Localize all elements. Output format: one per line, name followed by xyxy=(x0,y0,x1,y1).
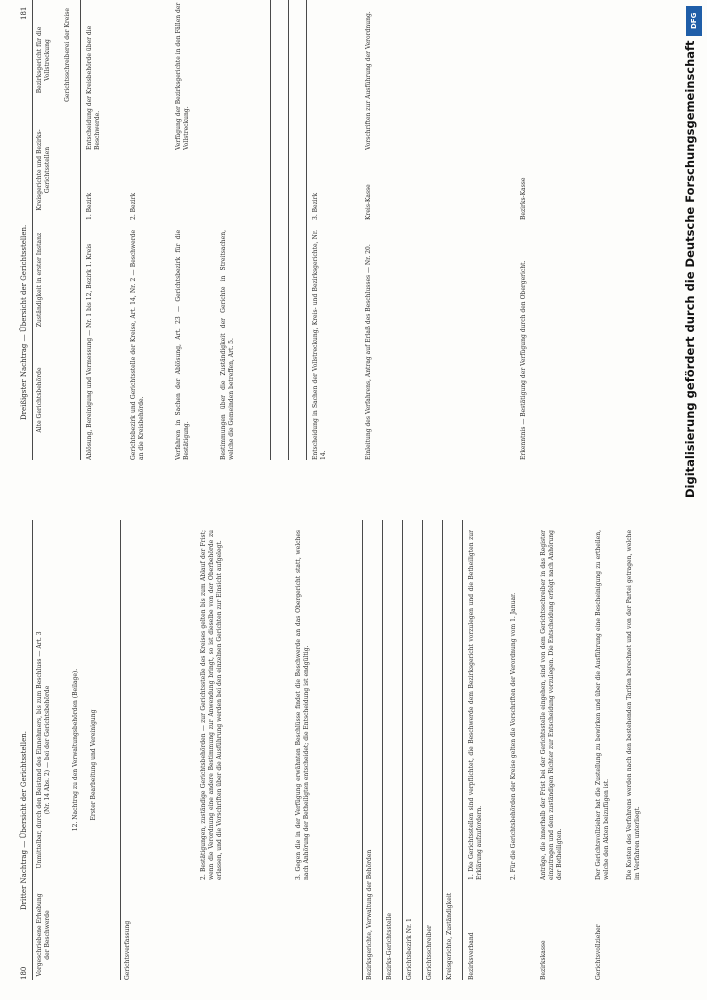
entry-text: Gerichtsbezirk und Gerichtsstelle der Kreise, Art. 14, Nr. 2 — Beschwerde an die Kreisbehörde. xyxy=(130,230,146,460)
column-head: Gerichtsschreiberei der Kreise xyxy=(64,8,71,102)
dfg-sidebar xyxy=(681,0,707,1000)
dfg-watermark-text: Digitalisierung gefördert durch die Deutsche Forschungsgemeinschaft xyxy=(683,40,697,498)
row-label: Bezirksverband xyxy=(468,932,475,980)
entry-text: Erkenntnis — Bestätigung der Verfügung durch den Obergericht. xyxy=(520,260,527,460)
paragraph-text: Der Gerichtsvollzieher hat die Zustellung zu bewirken und über die Ausführung eine Bescheinigung zu ertheilen, welche den Akten beizufügen ist. xyxy=(595,530,611,880)
entry xyxy=(86,230,116,460)
paragraph-text: Die Kosten des Verfahrens werden nach den bestehenden Tarifen berechnet und von der Partei getragen, welche im Verfahren unterliegt. xyxy=(626,530,642,880)
row-label: Gerichtsbezirk Nr. 1 xyxy=(406,918,413,980)
rule xyxy=(402,520,403,980)
running-head-left: Dritter Nachtrag — Übersicht der Gerichtsstellen. xyxy=(20,731,28,910)
rule xyxy=(32,520,33,980)
rule xyxy=(120,520,121,980)
paragraph xyxy=(200,530,290,880)
amount: Bezirks-Kasse xyxy=(520,177,527,220)
note: Verfügung der Bezirksgerichte in den Fällen der Vollstreckung. xyxy=(175,2,191,150)
rule xyxy=(306,0,307,460)
rule xyxy=(382,520,383,980)
dfg-badge: DFG xyxy=(686,6,702,36)
rule xyxy=(422,520,423,980)
paragraph xyxy=(510,530,536,880)
amount: 1. Bezirk xyxy=(86,192,93,220)
paragraph-text: 1. Die Gerichtsstellen sind verpflichtet, die Beschwerde dem Bezirksgericht vorzulegen und die Betheiligten zur Erklärung aufzufordern. xyxy=(468,530,484,880)
entry xyxy=(312,230,352,460)
row-label: Kreisgerichte, Zuständigkeit xyxy=(446,892,453,980)
paragraph xyxy=(540,530,590,880)
row-label: Gerichtsschreiber xyxy=(426,925,433,980)
entry xyxy=(175,230,205,460)
row-label: Bezirksgerichte, Verwaltung der Behörden xyxy=(366,849,373,980)
rule xyxy=(288,0,289,460)
rule xyxy=(442,520,443,980)
paragraph xyxy=(626,530,656,880)
amount: Kreis-Kasse xyxy=(365,184,372,220)
amount: 3. Bezirk xyxy=(312,192,319,220)
column-head: Zuständigkeit in erster Instanz xyxy=(36,232,43,328)
column-head: Vorgeschriebene Erhebung der Beschwerde xyxy=(36,893,52,977)
rotated-document-page xyxy=(20,0,680,980)
paragraph xyxy=(468,530,508,880)
rule xyxy=(80,0,81,460)
row-label: Gerichtsvollzieher xyxy=(595,924,602,980)
rule xyxy=(462,520,463,980)
paragraph xyxy=(295,530,355,880)
paragraph-text: 3. Gegen die in der Verfügung erwähnten Beschlüsse findet die Beschwerde an das Obergericht statt, welches nach Anhörung der Betheiligten entscheidet; die Entscheidung ist endgültig. xyxy=(295,530,311,880)
rule xyxy=(270,0,271,460)
entry-text: Verfahren in Sachen der Ablösung, Art. 23 — Gerichtsbezirk für die Bestätigung. xyxy=(175,230,191,460)
sub-head: Erster Bearbeitung und Vereinigung xyxy=(90,709,97,821)
column-head: Bezirksgericht für die Vollstreckung xyxy=(36,26,52,94)
row-label: Gerichtsverfassung xyxy=(124,920,131,980)
page-number-left: 180 xyxy=(20,966,28,980)
note: Vorschriften zur Ausführung der Verordnung. xyxy=(365,11,372,150)
right-page xyxy=(20,0,660,460)
entry-text: Entscheidung in Sachen der Vollstreckung, Kreis- und Bezirksgerichte, Nr. 14. xyxy=(312,230,328,460)
entry-text: Ablösung, Bereinigung und Vermessung — Nr. 1 bis 12, Bezirk 1. Kreis xyxy=(86,243,93,460)
column-head: Alte Gerichtsbehörde xyxy=(36,367,43,433)
running-head-right: Dreißigster Nachtrag — Übersicht der Gerichtsstellen. xyxy=(20,224,28,420)
column-head: Kreisgerichte und Bezirks-Gerichtsstellen xyxy=(36,129,52,211)
rule xyxy=(32,0,33,460)
entry-text: Einleitung des Verfahrens, Antrag auf Erlaß des Beschlusses — Nr. 20. xyxy=(365,244,372,460)
paragraph-text: 2. Für die Gerichtsbehörden der Kreise gelten die Vorschriften der Verordnung vom 1. Januar. xyxy=(510,592,517,880)
entry xyxy=(520,230,580,460)
page-number-right: 181 xyxy=(20,6,28,20)
sub-head: 12. Nachtrag zu den Verwaltungsbehörden (Beilage). xyxy=(72,668,79,832)
row-label: Bezirks-Gerichtsstelle xyxy=(386,913,393,980)
row-label: Bezirkskasse xyxy=(540,940,547,980)
column-head: Unmittelbar, durch den Beistand des Einnehmers, bis zum Beschluss — Art. 3 (Nr. 14 Abs. 2) — bei der Gerichtsbehörde xyxy=(36,631,52,869)
left-page xyxy=(20,520,660,980)
entry xyxy=(130,230,160,460)
rule xyxy=(362,520,363,980)
paragraph-text: 2. Bestätigungen, zuständige Gerichtsbehörden — zur Gerichtsstelle des Kreises gelten bis zum Ablauf der Frist; wenn die Verordnung eine andere Bestimmung zur Anwendung bringt, so ist dieselbe von der Oberbehörde zu erlassen, und die Vorschriften über die Ausführung werden bei den einzelnen Gerichten zur Einsicht aufgelegt. xyxy=(200,530,224,880)
entry-text: Bestimmungen über die Zuständigkeit der Gerichte in Streitsachen, welche die Gemeinden betreffen, Art. 5. xyxy=(220,230,236,460)
amount: 2. Bezirk xyxy=(130,192,137,220)
paragraph-text: Anträge, die innerhalb der Frist bei der Gerichtsstelle eingehen, sind von dem Gerichtsschreiber in das Register einzutragen und dem zuständigen Richter zur Entscheidung vorzulegen. Die Entscheidung erfolgt nach Anhörung der Betheiligten. xyxy=(540,530,564,880)
entry xyxy=(365,230,505,460)
note: Entscheidung der Kreisbehörde über die Beschwerde. xyxy=(86,25,102,150)
paragraph xyxy=(595,530,625,880)
entry xyxy=(220,230,260,460)
